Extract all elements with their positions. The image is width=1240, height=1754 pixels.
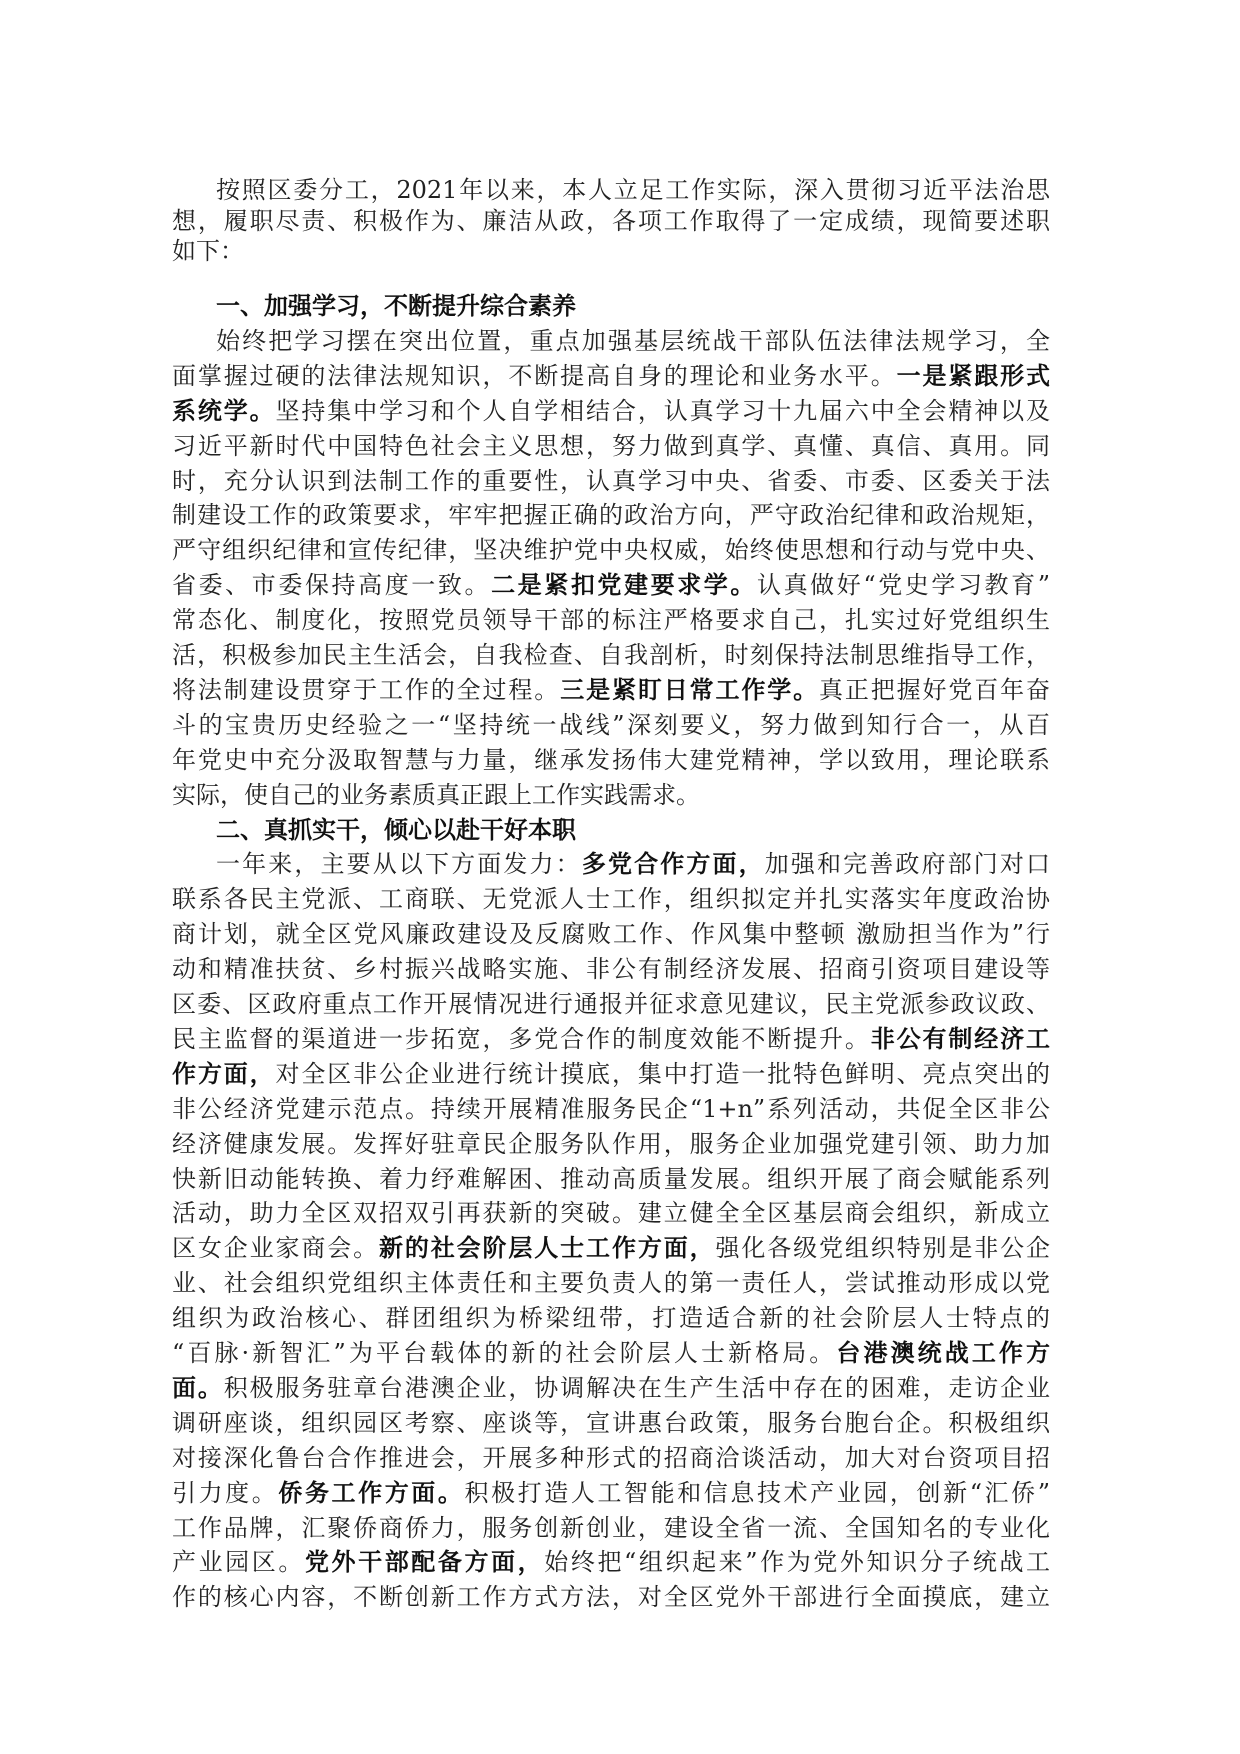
text-run: 实际，使自己的业务素质真正跟上工作实践需求。 (172, 780, 700, 809)
text-run: 真正把握好党百年奋 (818, 675, 1051, 704)
text-line (172, 952, 1050, 986)
bold-text: 面。 (172, 1372, 224, 1402)
text-line (172, 1545, 1050, 1579)
text-line (172, 1476, 1050, 1510)
text-run: 积极打造人工智能和信息技术产业园，创新“汇侨” (464, 1478, 1051, 1507)
text-line (172, 917, 1050, 951)
text-run: 经济健康发展。发挥好驻章民企服务队作用，服务企业加强党建引领、助力加 (172, 1129, 1050, 1158)
text-run: 活，积极参加民主生活会，自我检查、自我剖析，时刻保持法制思维指导工作， (172, 641, 1050, 669)
text-run: 将法制建设贯穿于工作的全过程。 (172, 675, 561, 704)
text-run: 产业园区。 (172, 1548, 305, 1577)
bold-text: 党外干部配备方面， (304, 1547, 545, 1577)
text-line (172, 1127, 1050, 1161)
text-line (172, 1406, 1050, 1440)
text-line (172, 429, 1050, 463)
text-run: 斗的宝贵历史经验之一“坚持统一战线”深刻要义，努力做到知行合一，从百 (172, 710, 1050, 739)
text-run: 工作品牌，汇聚侨商侨力，服务创新创业，建设全省一流、全国知名的专业化 (172, 1513, 1050, 1542)
text-run: 时，充分认识到法制工作的重要性，认真学习中央、省委、市委、区委关于法 (172, 466, 1050, 495)
text-line (172, 173, 1050, 207)
text-run: 强化各级党组织特别是非公企 (715, 1234, 1051, 1263)
text-line (172, 394, 1050, 428)
text-run: 严守组织纪律和宣传纪律，坚决维护党中央权威，始终使思想和行动与党中央、 (172, 536, 1050, 565)
text-run: 动和精准扶贫、乡村振兴战略实施、非公有制经济发展、招商引资项目建设等 (172, 955, 1050, 984)
text-run: 引力度。 (172, 1478, 279, 1507)
bold-text: 作方面， (172, 1058, 276, 1088)
text-line (172, 234, 1050, 268)
bold-text: 二是紧扣党建要求学。 (491, 570, 757, 600)
text-line (172, 533, 1050, 567)
text-run: 按照区委分工，2021年以来，本人立足工作实际，深入贯彻习近平法治思 (216, 176, 1050, 204)
text-run: 组织为政治核心、群团组织为桥梁纽带，打造适合新的社会阶层人士特点的 (172, 1304, 1050, 1333)
text-run: 对全区非公企业进行统计摸底，集中打造一批特色鲜明、亮点突出的 (275, 1059, 1050, 1088)
text-run: 习近平新时代中国特色社会主义思想，努力做到真学、真懂、真信、真用。同 (172, 431, 1050, 460)
text-run: 积极服务驻章台港澳企业，协调解决在生产生活中存在的困难，走访企业 (223, 1373, 1051, 1402)
text-line (172, 1196, 1050, 1230)
text-run: 商计划，就全区党风廉政建设及反腐败工作、作风集中整顿 激励担当作为”行 (172, 920, 1050, 949)
text-line (172, 464, 1050, 498)
text-line (172, 324, 1050, 358)
bold-text: 三是紧盯日常工作学。 (560, 674, 819, 704)
text-line (172, 1022, 1050, 1056)
text-run: 民主监督的渠道进一步拓宽，多党合作的制度效能不断提升。 (172, 1024, 871, 1053)
text-line (172, 847, 1050, 881)
text-line (172, 1301, 1050, 1335)
text-run: 制建设工作的政策要求，牢牢把握正确的政治方向，严守政治纪律和政治规矩， (172, 501, 1050, 530)
text-run: 区女企业家商会。 (172, 1234, 380, 1263)
text-line (172, 778, 1050, 812)
text-run: 业、社会组织党组织主体责任和主要负责人的第一责任人，尝试推动形成以党 (172, 1269, 1050, 1298)
bold-text: 系统学。 (172, 395, 276, 425)
text-run: 区委、区政府重点工作开展情况进行通报并征求意见建议，民主党派参政议政、 (172, 990, 1050, 1018)
text-run: 如下： (172, 237, 244, 265)
text-run: 对接深化鲁台合作推进会，开展多种形式的招商洽谈活动，加大对台资项目招 (172, 1443, 1050, 1472)
bold-text: 非公有制经济工 (870, 1023, 1051, 1053)
text-line (172, 1162, 1050, 1196)
text-line (172, 498, 1050, 532)
text-line (172, 603, 1050, 637)
bold-text: 多党合作方面， (581, 849, 765, 879)
text-line (172, 882, 1050, 916)
text-run: 年党史中充分汲取智慧与力量，继承发扬伟大建党精神，学以致用，理论联系 (172, 745, 1050, 774)
text-line (172, 1336, 1050, 1370)
bold-text: 一、加强学习，不断提升综合素养 (216, 291, 576, 320)
text-run: 认真做好“党史学习教育” (756, 571, 1051, 600)
text-run: 快新旧动能转换、着力纾难解困、推动高质量发展。组织开展了商会赋能系列 (172, 1164, 1050, 1193)
bold-text: 新的社会阶层人士工作方面， (379, 1233, 716, 1263)
text-run: 调研座谈，组织园区考察、座谈等，宣讲惠台政策，服务台胞台企。积极组织 (172, 1408, 1050, 1437)
text-run: 始终把“组织起来”作为党外知识分子统战工 (544, 1548, 1051, 1577)
text-line (172, 1231, 1050, 1265)
text-run: “百脉·新智汇”为平台载体的新的社会阶层人士新格局。 (172, 1339, 837, 1367)
text-run: 常态化、制度化，按照党员领导干部的标注严格要求自己，扎实过好党组织生 (172, 606, 1050, 635)
text-run: 一年来，主要从以下方面发力： (216, 850, 582, 879)
section-heading (172, 289, 1050, 323)
bold-text: 台港澳统战工作方 (836, 1338, 1051, 1367)
text-run: 面掌握过硬的法律法规知识，不断提高自身的理论和业务水平。 (172, 361, 897, 390)
text-line (172, 1057, 1050, 1091)
text-line (172, 568, 1050, 602)
text-run: 加强和完善政府部门对口 (764, 850, 1051, 879)
bold-text: 一是紧跟形式 (896, 360, 1051, 390)
text-line (172, 1371, 1050, 1405)
text-line (172, 204, 1050, 238)
text-run: 始终把学习摆在突出位置，重点加强基层统战干部队伍法律法规学习，全 (216, 326, 1050, 355)
text-line (172, 359, 1050, 393)
text-line (172, 708, 1050, 742)
text-run: 想，履职尽责、积极作为、廉洁从政，各项工作取得了一定成绩，现简要述职 (172, 206, 1050, 235)
section-heading (172, 813, 1050, 847)
text-run: 作的核心内容，不断创新工作方式方法，对全区党外干部进行全面摸底，建立 (172, 1583, 1050, 1612)
text-run: 省委、市委保持高度一致。 (172, 571, 492, 600)
bold-text: 侨务工作方面。 (278, 1477, 465, 1507)
text-line (172, 638, 1050, 672)
text-run: 非公经济党建示范点。持续开展精准服务民企“1+n”系列活动，共促全区非公 (172, 1094, 1050, 1123)
text-line (172, 743, 1050, 777)
text-line (172, 673, 1050, 707)
text-line (172, 1092, 1050, 1126)
text-line (172, 987, 1050, 1021)
text-run: 坚持集中学习和个人自学相结合，认真学习十九届六中全会精神以及 (275, 396, 1050, 425)
text-run: 活动，助力全区双招双引再获新的突破。建立健全全区基层商会组织，新成立 (172, 1199, 1050, 1228)
bold-text: 二、真抓实干，倾心以赴干好本职 (216, 814, 576, 844)
text-run: 联系各民主党派、工商联、无党派人士工作，组织拟定并扎实落实年度政治协 (172, 885, 1050, 914)
text-line (172, 1266, 1050, 1300)
text-line (172, 1441, 1050, 1475)
text-line (172, 1580, 1050, 1614)
text-line (172, 1511, 1050, 1545)
